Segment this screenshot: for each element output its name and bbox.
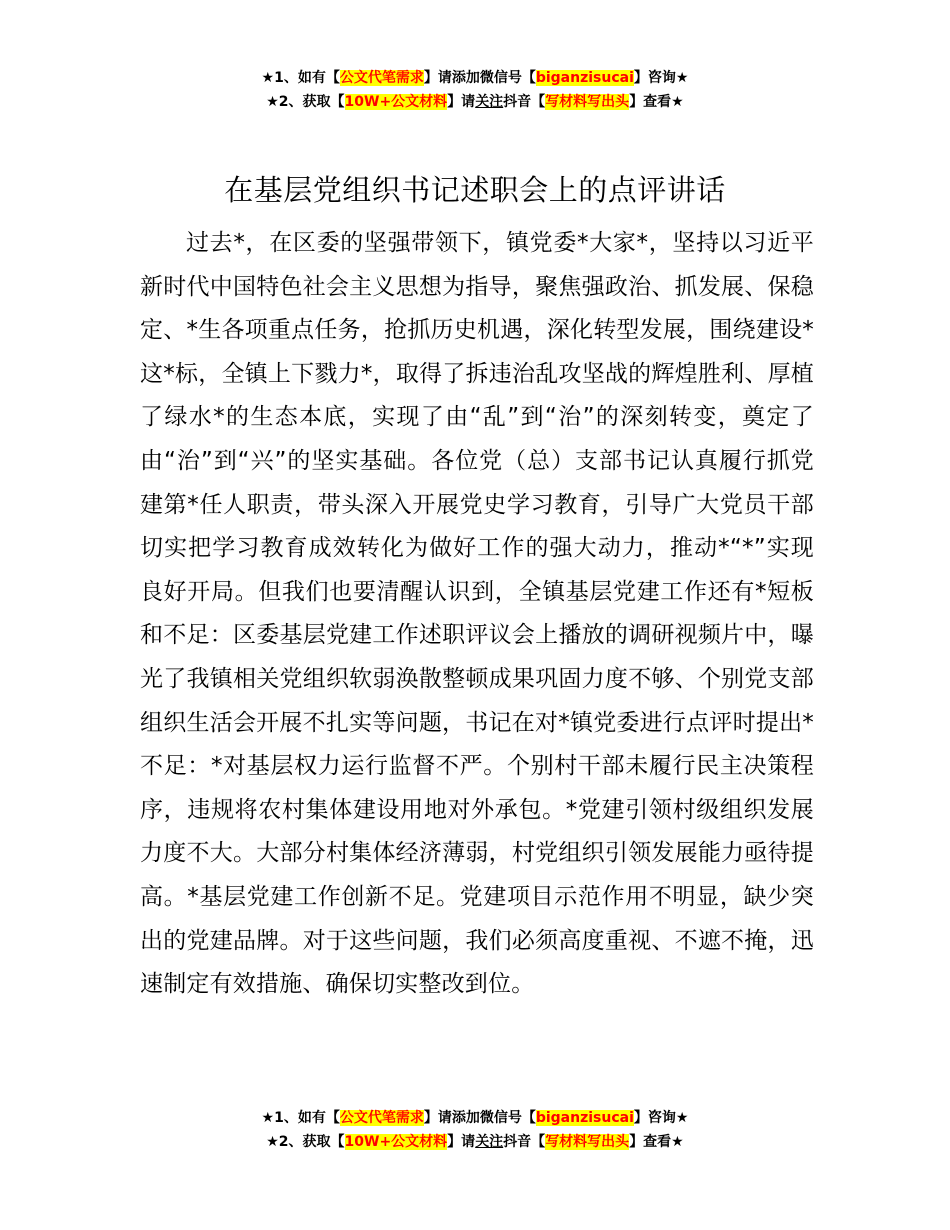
header-banner <box>0 66 950 114</box>
header-line2-middle-1: 】请 <box>447 94 476 110</box>
footer-line2-prefix: ★2、获取【 <box>266 1134 345 1150</box>
footer-line2-highlight-materials: 10W+公文材料 <box>344 1134 448 1150</box>
footer-line1-middle: 】请添加微信号【 <box>423 1110 536 1126</box>
footer-banner <box>0 1106 950 1154</box>
header-line1-suffix: 】咨询★ <box>633 70 689 86</box>
footer-banner-line-2 <box>0 1130 950 1154</box>
header-line1-middle: 】请添加微信号【 <box>423 70 536 86</box>
header-line2-highlight-douyin: 写材料写出头 <box>545 94 630 110</box>
header-line1-prefix: ★1、如有【 <box>261 70 340 86</box>
footer-line1-highlight-wechat-id: biganzisucai <box>535 1110 634 1126</box>
footer-line1-highlight-ghostwriting: 公文代笔需求 <box>339 1110 424 1126</box>
document-paragraph: 过去*，在区委的坚强带领下，镇党委*大家*，坚持以习近平新时代中国特色社会主义思想为指导，聚焦强政治、抓发展、保稳定、*生各项重点任务，抢抓历史机遇，深化转型发展，围绕建设*这*标，全镇上下戮力*，取得了拆违治乱攻坚战的辉煌胜利、厚植了绿水*的生态本底，实现了由“乱”到“治”的深刻转变，奠定了由“治”到“兴”的坚实基础。各位党（总）支部书记认真履行抓党建第*任人职责，带头深入开展党史学习教育，引导广大党员干部切实把学习教育成效转化为做好工作的强大动力，推动*“*”实现良好开局。但我们也要清醒认识到，全镇基层党建工作还有*短板和不足：区委基层党建工作述职评议会上播放的调研视频片中，曝光了我镇相关党组织软弱涣散整顿成果巩固力度不够、个别党支部组织生活会开展不扎实等问题，书记在对*镇党委进行点评时提出*不足：*对基层权力运行监督不严。个别村干部未履行民主决策程序，违规将农村集体建设用地对外承包。*党建引领村级组织发展力度不大。大部分村集体经济薄弱，村党组织引领发展能力亟待提高。*基层党建工作创新不足。党建项目示范作用不明显，缺少突出的党建品牌。对于这些问题，我们必须高度重视、不遮不掩，迅速制定有效措施、确保切实整改到位。 <box>140 230 814 998</box>
header-banner-line-2 <box>0 90 950 114</box>
header-line2-follow-underlined: 关注 <box>475 94 504 110</box>
header-line2-middle-2: 抖音【 <box>503 94 546 110</box>
header-banner-line-1 <box>0 66 950 90</box>
footer-line2-middle-2: 抖音【 <box>503 1134 546 1150</box>
header-line2-prefix: ★2、获取【 <box>266 94 345 110</box>
footer-line1-suffix: 】咨询★ <box>633 1110 689 1126</box>
footer-banner-line-1 <box>0 1106 950 1130</box>
header-line1-highlight-wechat-id: biganzisucai <box>535 70 634 86</box>
header-line2-highlight-materials: 10W+公文材料 <box>344 94 448 110</box>
footer-line1-prefix: ★1、如有【 <box>261 1110 340 1126</box>
footer-line2-highlight-douyin: 写材料写出头 <box>545 1134 630 1150</box>
footer-line2-follow-underlined: 关注 <box>475 1134 504 1150</box>
footer-line2-suffix: 】查看★ <box>629 1134 684 1150</box>
footer-line2-middle-1: 】请 <box>447 1134 476 1150</box>
header-line2-suffix: 】查看★ <box>629 94 684 110</box>
header-line1-highlight-ghostwriting: 公文代笔需求 <box>339 70 424 86</box>
document-title: 在基层党组织书记述职会上的点评讲话 <box>224 173 726 207</box>
